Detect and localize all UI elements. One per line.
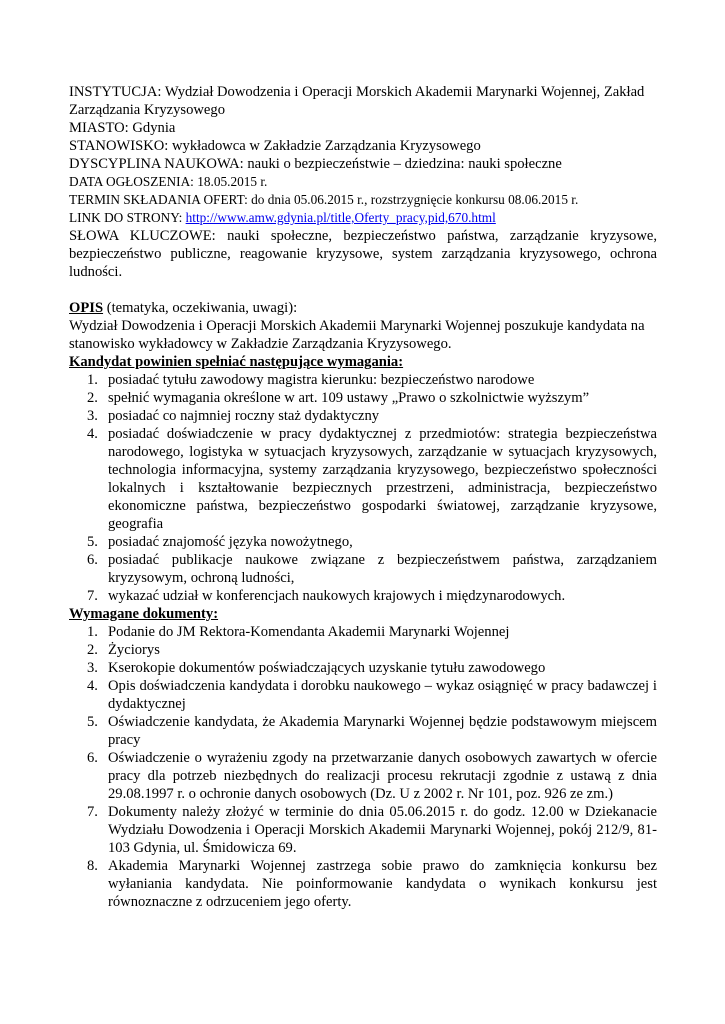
deadline-line: TERMIN SKŁADANIA OFERT: do dnia 05.06.2015 r., rozstrzygnięcie konkursu 08.06.2015 r. (69, 192, 579, 207)
discipline-line: DYSCYPLINA NAUKOWA: nauki o bezpieczeństwie – dziedzina: nauki społeczne (69, 156, 562, 172)
list-item: 3. posiadać co najmniej roczny staż dydaktyczny (87, 408, 380, 424)
list-item: 1. Podanie do JM Rektora-Komendanta Akademii Marynarki Wojennej (87, 624, 510, 640)
list-item: 2. Życiorys (87, 642, 160, 658)
documents-heading: Wymagane dokumenty: (69, 606, 219, 622)
list-item: 5. Oświadczenie kandydata, że Akademia Marynarki Wojennej będzie podstawowym miejscem pracy (87, 714, 657, 748)
documents-list (69, 623, 657, 911)
list-item: 6. posiadać publikacje naukowe związane z bezpieczeństwem państwa, zarządzaniem kryzysowym, ochroną ludności, (87, 552, 657, 586)
list-item: 2. spełnić wymagania określone w art. 109 ustawy „Prawo o szkolnictwie wyższym” (87, 390, 590, 406)
description-intro: Wydział Dowodzenia i Operacji Morskich Akademii Marynarki Wojennej poszukuje kandydata na stanowisko wykładowcy w Zakładzie Zarządzania Kryzysowego. (69, 318, 645, 352)
job-offers-link[interactable]: http://www.amw.gdynia.pl/title,Oferty_pracy,pid,670.html (185, 210, 496, 225)
spacer (69, 281, 657, 299)
institution-line: INSTYTUCJA: Wydział Dowodzenia i Operacji Morskich Akademii Marynarki Wojennej, Zakład Zarządzania Kryzysowego (69, 84, 645, 118)
announcement-date-line: DATA OGŁOSZENIA: 18.05.2015 r. (69, 174, 268, 189)
position-line: STANOWISKO: wykładowca w Zakładzie Zarządzania Kryzysowego (69, 138, 481, 154)
link-line (69, 209, 657, 227)
list-item: 4. posiadać doświadczenie w pracy dydaktycznej z przedmiotów: strategia bezpieczeństwa narodowego, logistyka w sytuacjach kryzysowych, zarządzanie w sytuacjach kryzysowych, technologia informacyjna, systemy zarządzania kryzysowego, bezpieczeństwo społeczności lokalnych i kształtowanie bezpiecznych przestrzeni, administracja, bezpieczeństwo ekonomiczne państwa, bezpieczeństwo gospodarki światowej, zarządzanie kryzysowe, geografia (87, 426, 657, 532)
list-item: 6. Oświadczenie o wyrażeniu zgody na przetwarzanie danych osobowych zawartych w ofercie pracy dla potrzeb niezbędnych do realizacji procesu rekrutacji zgodnie z ustawą z dnia 29.08.1997 r. o ochronie danych osobowych (Dz. U z 2002 r. Nr 101, poz. 926 ze zm.) (87, 750, 657, 802)
list-item: 7. wykazać udział w konferencjach naukowych krajowych i międzynarodowych. (87, 588, 566, 604)
document-body (69, 83, 657, 911)
link-label: LINK DO STRONY: (69, 210, 186, 225)
list-item: 7. Dokumenty należy złożyć w terminie do dnia 05.06.2015 r. do godz. 12.00 w Dziekanacie Wydziału Dowodzenia i Operacji Morskich Akademii Marynarki Wojennej, pokój 212/9, 81-103 Gdynia, ul. Śmidowicza 69. (87, 804, 657, 856)
requirements-heading: Kandydat powinien spełniać następujące wymagania: (69, 354, 404, 370)
keywords-paragraph: SŁOWA KLUCZOWE: nauki społeczne, bezpieczeństwo państwa, zarządzanie kryzysowe, bezpieczeństwo publiczne, reagowanie kryzysowe, system zarządzania kryzysowego, ochrona ludności. (69, 228, 657, 280)
description-heading-note: (tematyka, oczekiwania, uwagi): (103, 300, 298, 316)
description-heading-title: OPIS (69, 300, 104, 316)
list-item: 1. posiadać tytułu zawodowy magistra kierunku: bezpieczeństwo narodowe (87, 372, 535, 388)
list-item: 8. Akademia Marynarki Wojennej zastrzega sobie prawo do zamknięcia konkursu bez wyłaniania kandydata. Nie poinformowanie kandydata o wynikach konkursu jest równoznaczne z odrzuceniem jego oferty. (87, 858, 657, 910)
description-heading (69, 299, 657, 317)
list-item: 3. Kserokopie dokumentów poświadczających uzyskanie tytułu zawodowego (87, 660, 546, 676)
city-line: MIASTO: Gdynia (69, 120, 176, 136)
list-item: 5. posiadać znajomość języka nowożytnego, (87, 534, 353, 550)
requirements-list (69, 371, 657, 605)
list-item: 4. Opis doświadczenia kandydata i dorobku naukowego – wykaz osiągnięć w pracy badawczej i dydaktycznej (87, 678, 657, 712)
